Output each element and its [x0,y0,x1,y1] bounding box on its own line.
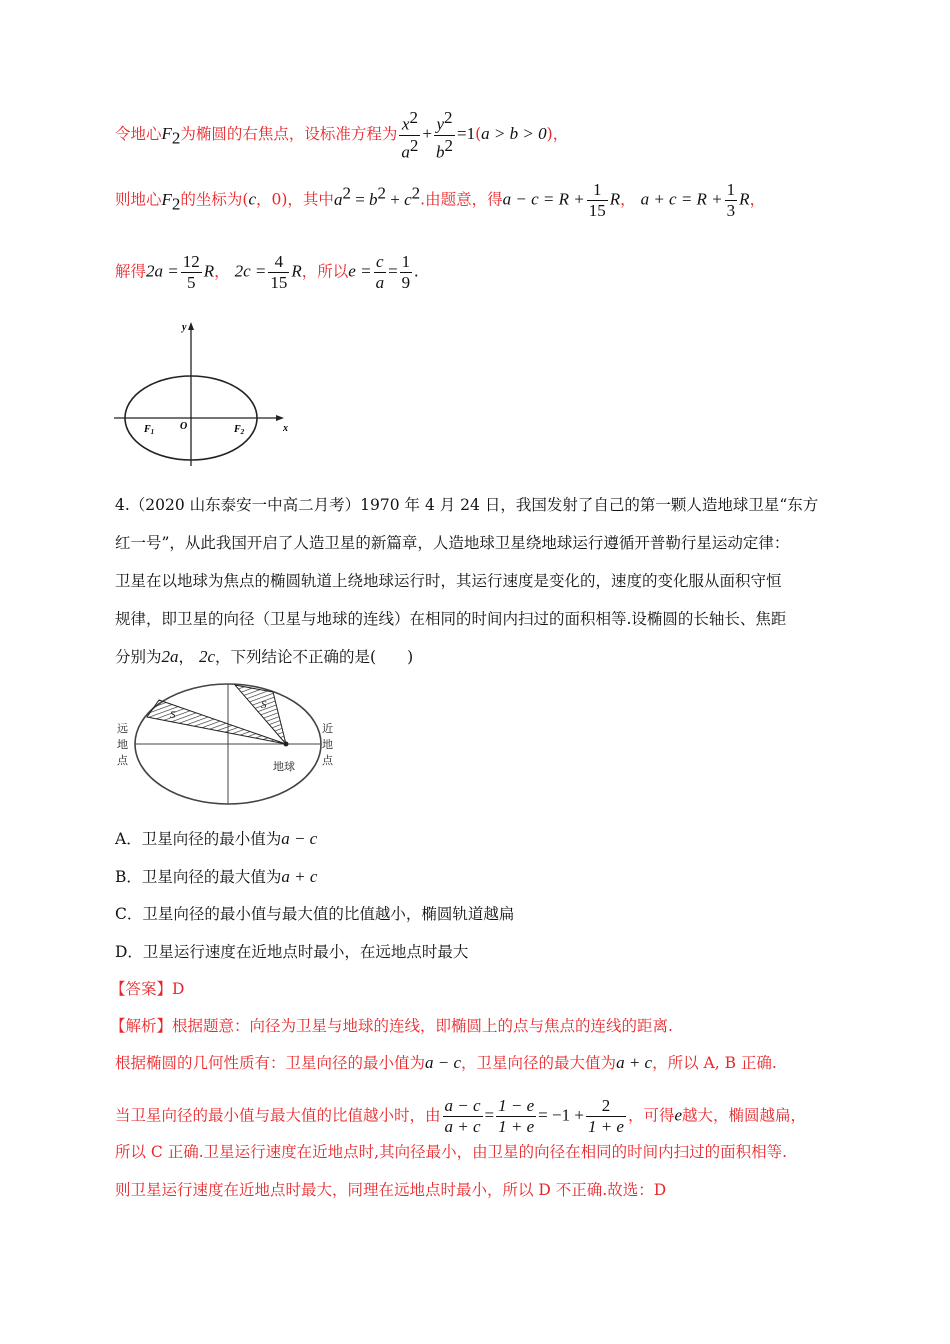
text: ， [178,648,195,666]
math-2a: 2a [161,647,179,666]
area-label-left: S [170,709,176,721]
text: ， [214,262,230,281]
text: ) [546,125,553,144]
far-point-label-1: 远 [117,723,128,735]
math-abc: $a^2 = b^2 + c^2$ [333,182,421,209]
text: 则地心 [115,190,162,209]
text: 为椭圆的右焦点，设标准方程为 [180,125,398,144]
analysis-line-4: 所以 C 正确.卫星运行速度在近地点时,其向径最小，由卫星的向径在相同的时间内扫过的面积相等. [115,1143,787,1161]
far-point-label-2: 地 [117,739,128,751]
question-line-1: 4.（2020 山东泰安一中高二月考）1970 年 4 月 24 日，我国发射了自己的第一颗人造地球卫星“东方 [115,496,819,514]
analysis-line-3 [115,1096,806,1137]
fraction-2-1e: $\frac{2}{1 + e}$ [587,1096,624,1136]
math: a + c [616,1053,653,1072]
fraction-y2-b2: $\frac{y^2}{b^2}$ [436,108,454,162]
option-d [115,941,468,963]
math-f2: $F_2$ [161,124,181,148]
fraction-1-3: $\frac{1}{3}$ [726,180,736,220]
math-e: e [674,1105,683,1125]
math-eq1: a − c = R + [502,189,585,209]
fraction-1-15: $\frac{1}{15}$ [588,180,606,220]
ellipse-axes-figure [110,318,295,468]
satellite-orbit-figure [110,680,340,810]
math-r: R [291,261,302,281]
x-axis-arrow [276,415,284,421]
near-point-label-3: 点 [322,755,333,767]
math-r: R [609,189,621,209]
math-e: e = [348,261,372,281]
question-line-4: 规律，即卫星的向径（卫星与地球的连线）在相同的时间内扫过的面积相等.设椭圆的长轴长、焦距 [115,610,787,628]
solution-line-3 [115,252,418,293]
text: ，所以 [301,262,349,281]
fraction-x2-a2: $\frac{x^2}{a^2}$ [401,108,419,162]
math-condition: a > b > 0 [481,124,547,144]
text: ，可得 [627,1106,675,1125]
analysis-line-1 [110,1015,673,1037]
text: . [414,261,419,281]
math: a − c [425,1053,462,1072]
answer-value: D [172,980,185,998]
fraction-1e: $\frac{1 - e}{1 + e}$ [498,1096,535,1136]
math-eq2: a + c = R + [640,189,723,209]
fraction-4-15: $\frac{4}{15}$ [270,252,288,292]
far-point-label-3: 点 [117,755,128,767]
text: ， [552,125,569,144]
answer-tag: 【答案】 [110,980,173,998]
text: .由题意，得 [420,190,503,209]
math-r: R [203,261,215,281]
fraction-1-9: $\frac{1}{9}$ [401,252,411,292]
text: D．卫星运行速度在近地点时最小，在远地点时最大 [115,943,469,961]
text: A．卫星向径的最小值为 [115,830,282,848]
fraction-12-5: $\frac{12}{5}$ [182,252,200,292]
option-a [115,828,317,850]
text: ， [749,190,766,209]
text: ，0)，其中 [256,190,334,209]
math: a + c [281,867,318,886]
y-label: y [182,322,187,333]
option-b [115,866,317,888]
text: ， [620,190,636,209]
analysis-tag: 【解析】 [110,1017,173,1035]
solution-line-2 [115,180,765,221]
y-axis-arrow [188,322,194,330]
answer-line [110,978,184,1000]
math-r: R [739,189,750,209]
earth-dot [284,742,289,747]
math-2a: 2a = [146,261,179,281]
text: ，卫星向径的最大值为 [461,1054,617,1072]
text: C．卫星向径的最小值与最大值的比值越小，椭圆轨道越扁 [115,905,515,923]
text: ，所以 A, B 正确. [652,1054,777,1072]
math: a − c [281,829,318,848]
text: 解得 [115,262,147,281]
earth-label: 地球 [273,761,295,773]
question-line-5 [115,646,413,668]
f1-label: $F_1$ [144,424,155,436]
text: 当卫星向径的最小值与最大值的比值越小时，由 [115,1106,441,1125]
math: = −1 + [538,1105,584,1125]
text: 根据椭圆的几何性质有：卫星向径的最小值为 [115,1054,426,1072]
text: ，下列结论不正确的是( ) [215,648,414,666]
text: 的坐标为( [180,190,249,209]
text: 根据题意：向径为卫星与地球的连线，即椭圆上的点与焦点的连线的距离. [172,1017,673,1035]
text: ( [475,125,482,144]
origin-label: O [180,421,188,432]
f2-label: $F_2$ [234,424,245,436]
math-2c: 2c [198,647,216,666]
fraction-c-a: $\frac{c}{a}$ [375,252,385,292]
math-f2: $F_2$ [161,189,181,213]
option-c [115,903,514,925]
question-line-3: 卫星在以地球为焦点的椭圆轨道上绕地球运行时，其运行速度是变化的，速度的变化服从面积守恒 [115,572,782,590]
near-point-label-2: 地 [322,739,333,751]
text: 越大，椭圆越扁， [682,1106,807,1125]
text: B．卫星向径的最大值为 [115,868,282,886]
math-2c: 2c = [234,261,267,281]
area-label-right: S [261,699,267,711]
math-eq: = [388,261,398,281]
analysis-line-2 [115,1052,777,1074]
solution-line-1: 令地心$F_2$为椭圆的右焦点，设标准方程为 $\frac{x^2}{a^2}$ + $\frac{y^2}{b^2}$ =1(a > b > 0)， [115,108,569,162]
near-point-label-1: 近 [322,723,333,735]
fraction-ac: $\frac{a - c}{a + c}$ [444,1096,481,1136]
x-label: x [283,423,288,434]
text: 令地心 [115,125,162,144]
math-c: c [248,189,257,209]
math-eq: = [484,1105,495,1125]
question-line-2: 红一号”，从此我国开启了人造卫星的新篇章，人造地球卫星绕地球运行遵循开普勒行星运动定律： [115,534,790,552]
analysis-line-5: 则卫星运行速度在近地点时最大，同理在远地点时最小，所以 D 不正确.故选：D [115,1181,667,1199]
text: 分别为 [115,648,162,666]
